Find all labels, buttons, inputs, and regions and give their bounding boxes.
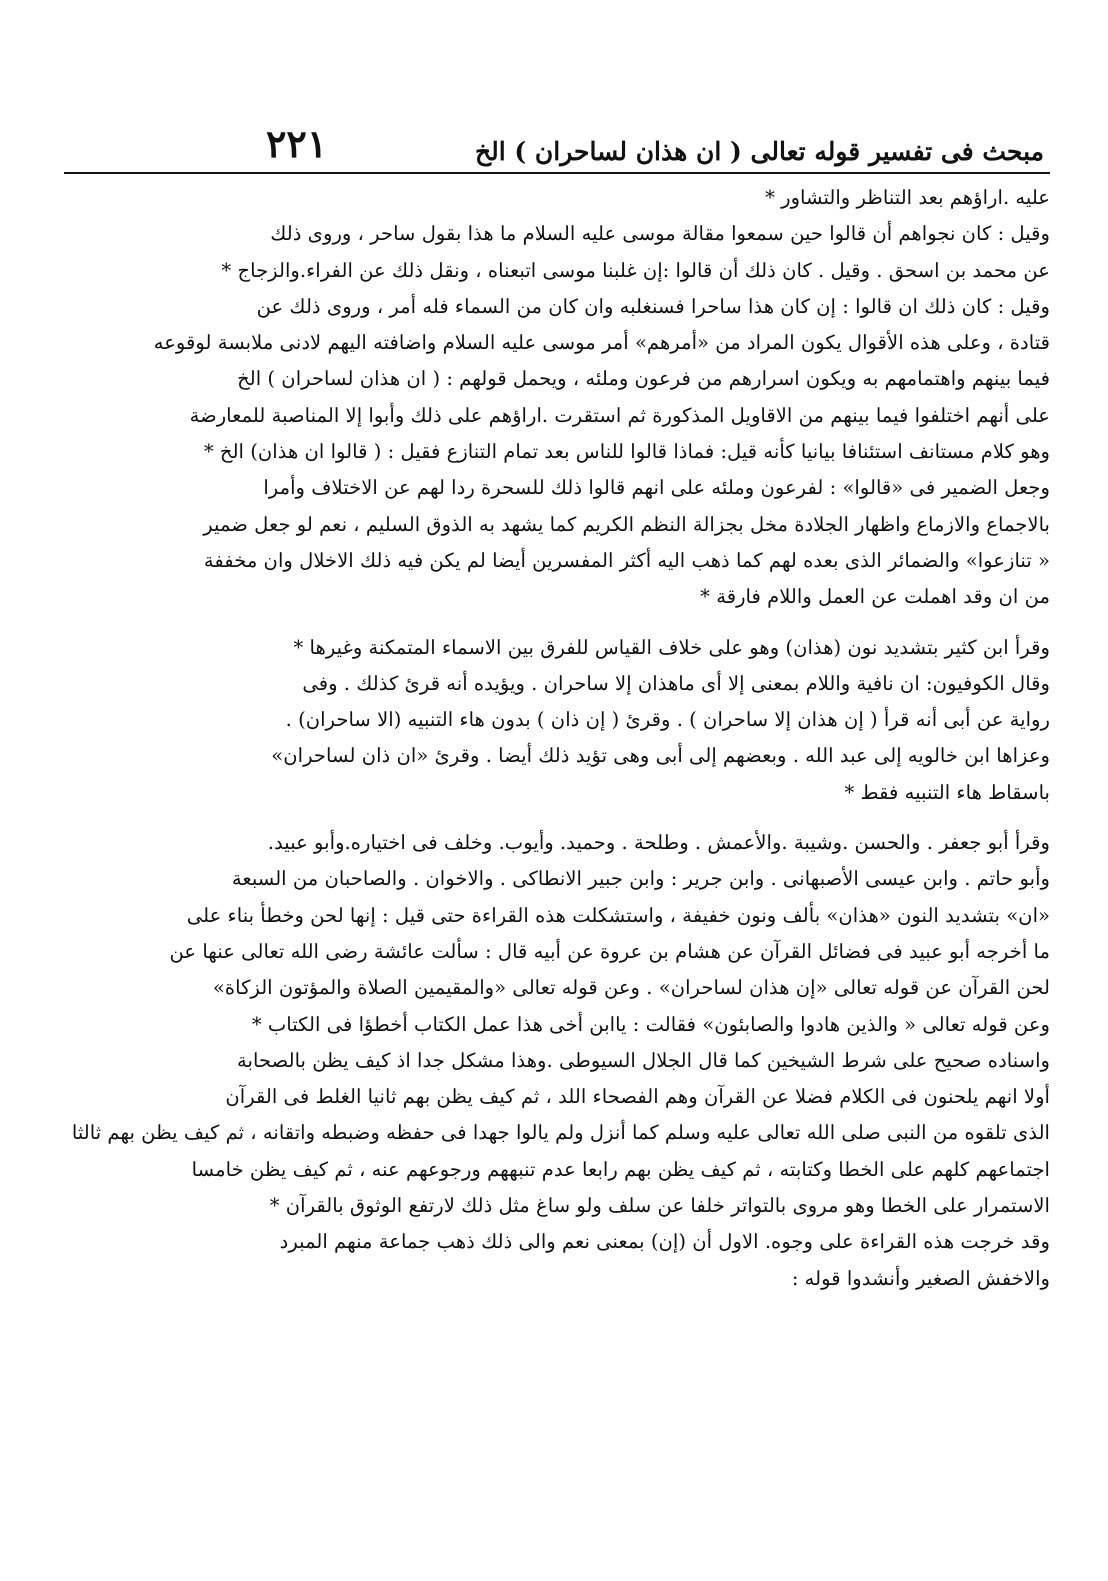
text-line: قتادة ، وعلى هذه الأقوال يكون المراد من «أمرهم» أمر موسى عليه السلام واضافته اليهم لادنى ملابسة لوقوعه [153, 331, 1050, 355]
body-text [64, 180, 1050, 1297]
text-line: وقرأ أبو جعفر . والحسن .وشيبة .والأعمش . وطلحة . وحميد. وأيوب. وخلف فى اختياره.وأبو عبيد. [267, 831, 1050, 855]
text-line: وقرأ ابن كثير بتشديد نون (هذان) وهو على خلاف القياس للفرق بين الاسماء المتمكنة وغيرها * [293, 635, 1050, 659]
text-line: ما أخرجه أبو عبيد فى فضائل القرآن عن هشام بن عروة عن أبيه قال : سألت عائشة رضى الله تعالى عنها عن [169, 939, 1050, 963]
text-line: وقيل : كان نجواهم أن قالوا حين سمعوا مقالة موسى عليه السلام ما هذا بقول ساحر ، وروى ذلك [270, 222, 1050, 246]
text-line: عليه .اراؤهم بعد التناظر والتشاور * [765, 186, 1050, 209]
text-line: الاستمرار على الخطا وهو مروى بالتواتر خلفا عن سلف ولو ساغ مثل ذلك لارتفع الوثوق بالقرآن * [269, 1194, 1050, 1218]
paragraph-gap [64, 616, 1050, 630]
text-line: وعن قوله تعالى « والذين هادوا والصابئون» فقالت : ياابن أخى هذا عمل الكتاب أخطؤا فى الكتاب * [251, 1012, 1050, 1036]
text-line: واسناده صحيح على شرط الشيخين كما قال الجلال السيوطى .وهذا مشكل جدا اذ كيف يظن بالصحابة [237, 1048, 1050, 1072]
text-line: والاخفش الصغير وأنشدوا قوله : [791, 1266, 1050, 1290]
paragraph-gap [64, 811, 1050, 825]
header-rule [64, 172, 1050, 174]
text-line: باسقاط هاء التنبيه فقط * [844, 780, 1050, 804]
text-line: وقيل : كان ذلك ان قالوا : إن كان هذا ساحرا فسنغلبه وان كان من السماء فله أمر ، وروى ذلك عن [256, 294, 1050, 318]
text-line: وقد خرجت هذه القراءة على وجوه. الاول أن (إن) بمعنى نعم والى ذلك ذهب جماعة منهم المبرد [279, 1230, 1050, 1254]
text-line: أولا انهم يلحنون فى الكلام فضلا عن القرآن وهم الفصحاء اللد ، ثم كيف يظن بهم ثانيا الغلط فى القرآن [225, 1085, 1050, 1109]
text-line: « تنازعوا» والضمائر الذى بعده لهم كما ذهب اليه أكثر المفسرين أيضا لم يكن فيه ذلك الاخلال وان مخففة [203, 548, 1050, 572]
page-header [64, 118, 1050, 166]
text-line: وأبو حاتم . وابن عيسى الأصبهانى . وابن جرير : وابن جبير الانطاكى . والاخوان . والصاحبان من السبعة [231, 867, 1050, 891]
text-line: وعزاها ابن خالويه إلى عبد الله . وبعضهم إلى أبى وهى تؤيد ذلك أيضا . وقرئ «ان ذان لساحران» [271, 744, 1050, 768]
text-line: وجعل الضمير فى «قالوا» : لفرعون وملئه على انهم قالوا ذلك للسحرة ردا لهم عن الاختلاف وأمرا [263, 476, 1050, 500]
text-line: وهو كلام مستانف استئنافا بيانيا كأنه قيل: فماذا قالوا للناس بعد تمام التنازع فقيل : ( قالوا ان هذان) الخ * [203, 440, 1050, 464]
text-line: على أنهم اختلفوا فيما بينهم من الاقاويل المذكورة ثم استقرت .اراؤهم على ذلك وأبوا إلا المناصبة للمعارضة [189, 403, 1050, 427]
text-line: بالاجماع والازماع واظهار الجلادة مخل بجزالة النظم الكريم كما يشهد به الذوق السليم ، نعم لو جعل ضمير [203, 512, 1050, 536]
text-line: رواية عن أبى أنه قرأ ( إن هذان إلا ساحران ) . وقرئ ( إن ذان ) بدون هاء التنبيه (الا ساحران) . [285, 708, 1050, 732]
running-title: مبحث فى تفسير قوله تعالى ( ان هذان لساحران ) الخ [474, 137, 1044, 166]
text-line: وقال الكوفيون: ان نافية واللام بمعنى إلا أى ماهذان إلا ساحران . ويؤيده أنه قرئ كذلك . وفى [302, 671, 1050, 695]
text-line: فيما بينهم واهتمامهم به ويكون اسرارهم من فرعون وملئه ، ويحمل قولهم : ( ان هذان لساحران ) الخ [237, 367, 1050, 391]
text-line: عن محمد بن اسحق . وقيل . كان ذلك أن قالوا :إن غلبنا موسى اتبعناه ، ونقل ذلك عن الفراء.والزجاج * [221, 258, 1050, 282]
text-line: من ان وقد اهملت عن العمل واللام فارقة * [700, 585, 1050, 609]
text-line: اجتماعهم كلهم على الخطا وكتابته ، ثم كيف يظن بهم رابعا عدم تنبههم ورجوعهم عنه ، ثم كيف يظن خامسا [191, 1157, 1050, 1181]
text-line: «ان» بتشديد النون «هذان» بألف ونون خفيفة ، واستشكلت هذه القراءة حتى قيل : إنها لحن وخطأ بناء على [186, 903, 1050, 927]
text-line: الذى تلقوه من النبى صلى الله تعالى عليه وسلم كما أنزل ولم يالوا جهدا فى حفظه وضبطه واتقانه ، ثم كيف يظن بهم ثالثا [71, 1121, 1050, 1145]
text-line: لحن القرآن عن قوله تعالى «إن هذان لساحران» . وعن قوله تعالى «والمقيمين الصلاة والمؤتون الزكاة» [212, 976, 1050, 1000]
page-number: ٢٢١ [266, 121, 328, 166]
